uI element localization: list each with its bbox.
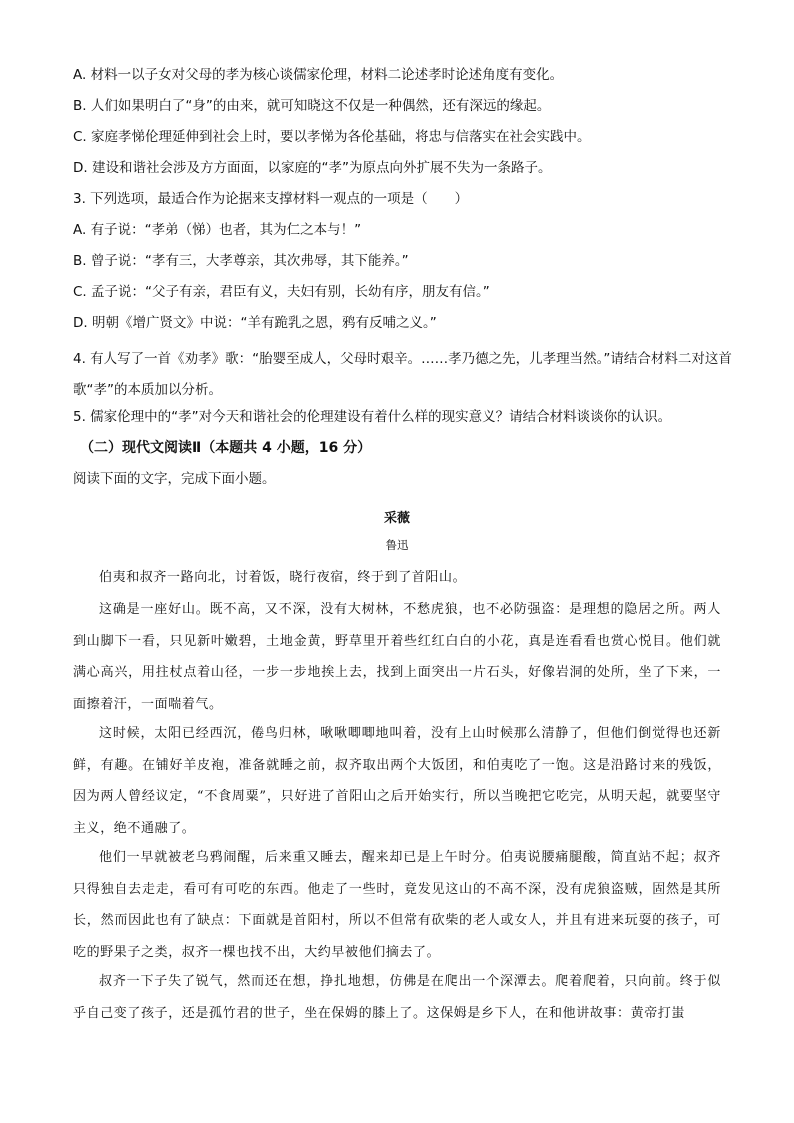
passage-paragraph: 这确是一座好山。既不高，又不深，没有大树林，不愁虎狼，也不必防强盗：是理想的隐居之所。两人到山脚下一看，只见新叶嫩碧，土地金黄，野草里开着些红红白白的小花，真是连看看也赏心悦目。他们就满心高兴，用拄杖点着山径，一步一步地挨上去，找到上面突出一片石头，好像岩洞的处所，坐了下来，一面擦着汗，一面喘着气。: [73, 602, 721, 712]
q2-option-a: A. 材料一以子女对父母的孝为核心谈儒家伦理，材料二论述孝时论述角度有变化。: [73, 67, 564, 83]
passage-title: 采薇: [383, 511, 410, 526]
q3-option-b: B. 曾子说：“孝有三，大孝尊亲，其次弗辱，其下能养。”: [73, 253, 409, 269]
section-heading: （二）现代文阅读Ⅱ（本题共 4 小题，16 分）: [80, 440, 372, 456]
q3-stem: 3. 下列选项，最适合作为论据来支撑材料一观点的一项是（ ）: [73, 191, 469, 207]
q3-option-c: C. 孟子说：“父子有亲，君臣有义，夫妇有别，长幼有序，朋友有信。”: [73, 284, 490, 300]
q3-option-a: A. 有子说：“孝弟（悌）也者，其为仁之本与！”: [73, 222, 362, 238]
q2-option-c: C. 家庭孝悌伦理延伸到社会上时，要以孝悌为各伦基础，将忠与信落实在社会实践中。: [73, 129, 591, 145]
q4-text: 4. 有人写了一首《劝孝》歌：“胎婴至成人，父母时艰辛。……孝乃德之先，儿孝理当然。”请结合材料二对这首歌“孝”的本质加以分析。: [73, 351, 732, 398]
q3-option-d: D. 明朝《增广贤文》中说：“羊有跪乳之恩，鸦有反哺之义。”: [73, 315, 437, 331]
passage-paragraph: 这时候，太阳已经西沉，倦鸟归林，啾啾唧唧地叫着，没有上山时候那么清静了，但他们倒觉得也还新鲜，有趣。在铺好羊皮袍，准备就睡之前，叔齐取出两个大饭团，和伯夷吃了一饱。这是沿路讨来的残饭，因为两人曾经议定，“不食周粟”，只好进了首阳山之后开始实行，所以当晚把它吃完，从明天起，就要坚守主义，绝不通融了。: [73, 726, 721, 836]
q5-text: 5. 儒家伦理中的“孝”对今天和谐社会的伦理建设有着什么样的现实意义？请结合材料谈谈你的认识。: [73, 409, 672, 425]
passage-author: 鲁迅: [385, 538, 409, 552]
q2-option-d: D. 建设和谐社会涉及方方面面，以家庭的“孝”为原点向外扩展不失为一条路子。: [73, 160, 552, 176]
passage-paragraph: 他们一早就被老乌鸦闹醒，后来重又睡去，醒来却已是上午时分。伯夷说腰痛腿酸，简直站不起；叔齐只得独自去走走，看可有可吃的东西。他走了一些时，竟发见这山的不高不深，没有虎狼盗贼，固然是其所长，然而因此也有了缺点：下面就是首阳村，所以不但常有砍柴的老人或女人，并且有进来玩耍的孩子，可吃的野果子之类，叔齐一棵也找不出，大约早被他们摘去了。: [73, 850, 721, 960]
section-instruction: 阅读下面的文字，完成下面小题。: [73, 471, 276, 487]
q2-option-b: B. 人们如果明白了“身”的由来，就可知晓这不仅是一种偶然，还有深远的缘起。: [73, 98, 551, 114]
passage-paragraph: 叔齐一下子失了锐气，然而还在想，挣扎地想，仿佛是在爬出一个深潭去。爬着爬着，只向前。终于似乎自己变了孩子，还是孤竹君的世子，坐在保姆的膝上了。这保姆是乡下人，在和他讲故事：黄帝打蚩: [73, 974, 721, 1021]
passage-paragraph: 伯夷和叔齐一路向北，讨着饭，晓行夜宿，终于到了首阳山。: [99, 570, 467, 585]
